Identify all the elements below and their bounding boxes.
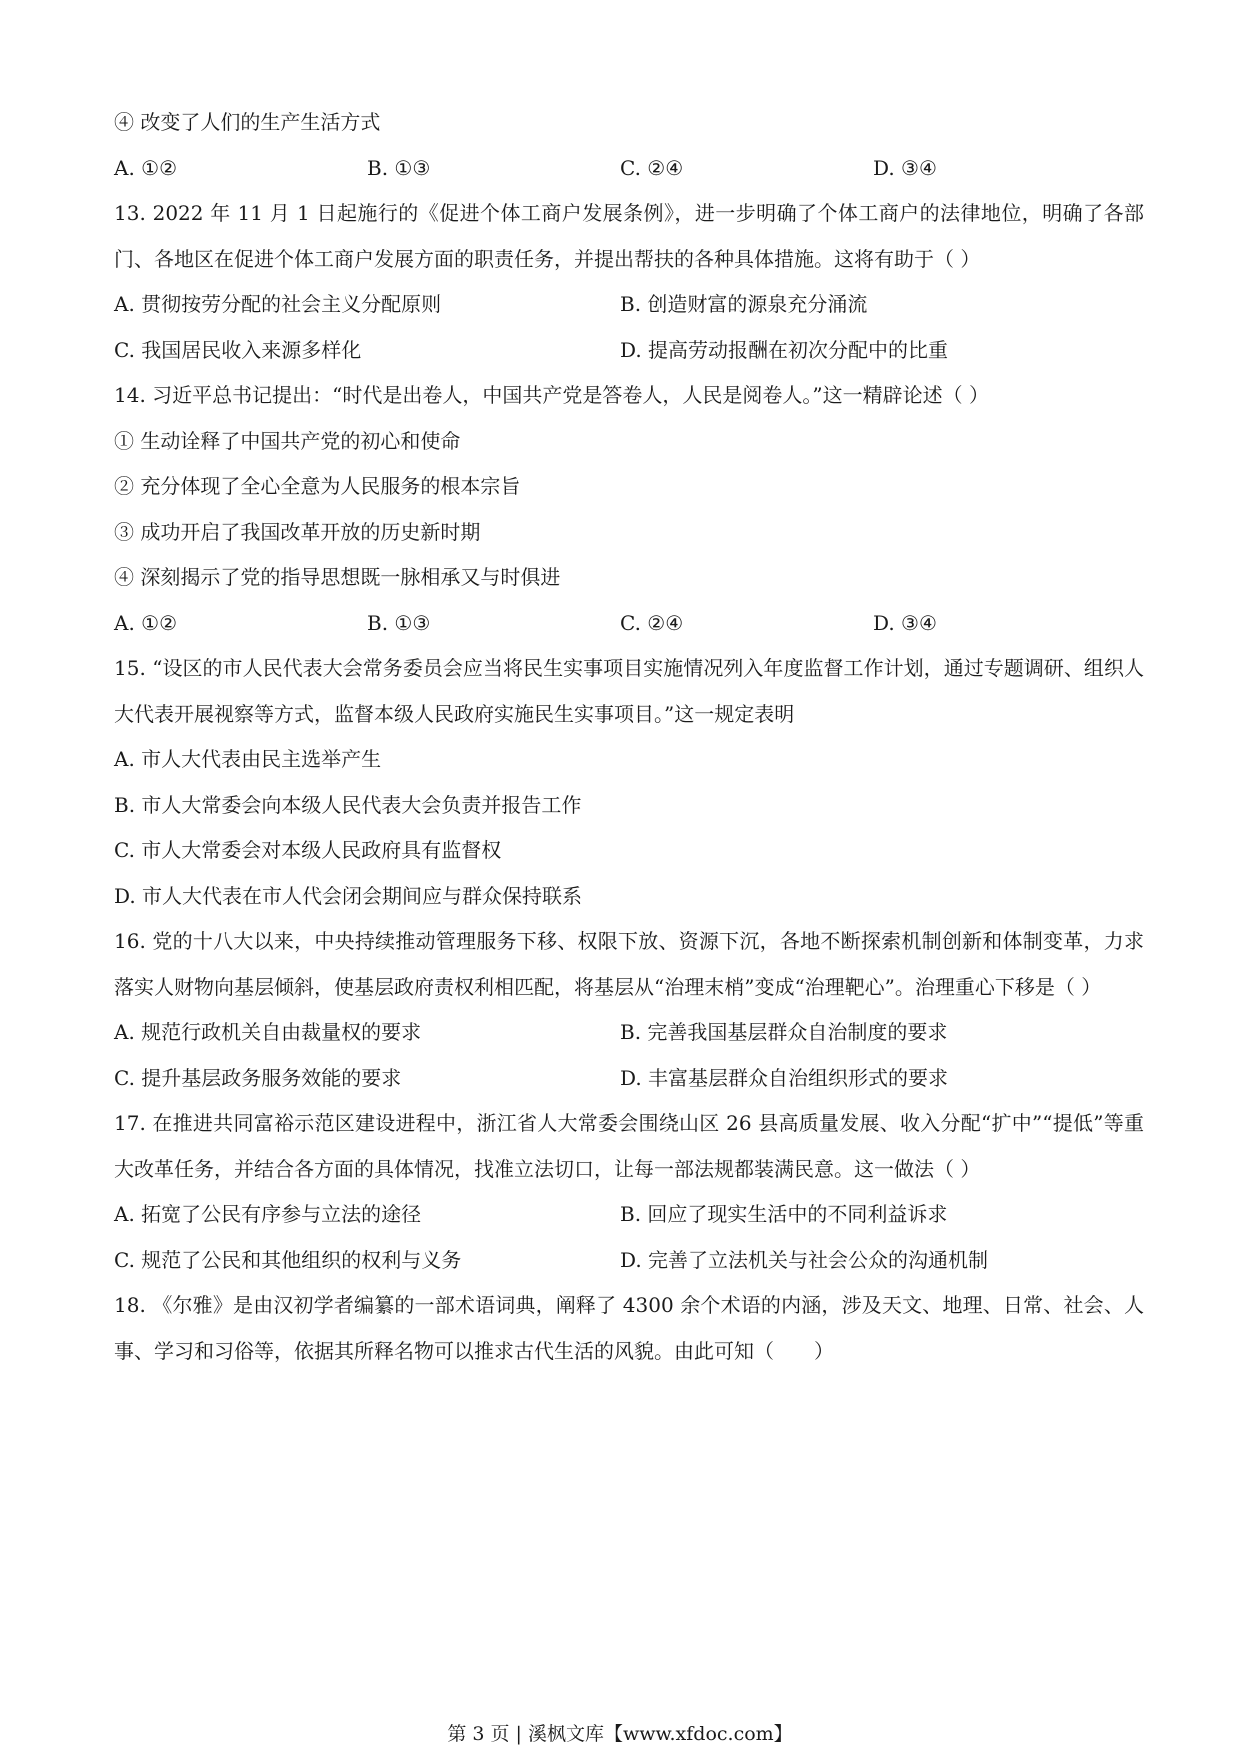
- q16-option-d: D. 丰富基层群众自治组织形式的要求: [620, 1065, 949, 1090]
- q17-option-b: B. 回应了现实生活中的不同利益诉求: [620, 1202, 948, 1226]
- q15-option-d: D. 市人大代表在市人代会闭会期间应与群众保持联系: [114, 883, 583, 908]
- q13-option-c: C. 我国居民收入来源多样化: [114, 337, 362, 362]
- q17-stem: 17. 在推进共同富裕示范区建设进程中，浙江省人大常委会围绕山区 26 县高质量发展、收入分配“扩中”“提低”等重大改革任务，并结合各方面的具体情况，找准立法切口，让每一部法规都装满民意。这一做法（ ）: [114, 1111, 1144, 1181]
- q16-option-c: C. 提升基层政务服务效能的要求: [114, 1065, 402, 1090]
- q14-item-1: ① 生动诠释了中国共产党的初心和使命: [114, 428, 461, 453]
- q12-options: [114, 146, 1144, 192]
- q16-options-row-1: [114, 1010, 1144, 1056]
- page-content: [114, 100, 1144, 1374]
- q15-stem: 15. “设区的市人民代表大会常务委员会应当将民生实事项目实施情况列入年度监督工作计划，通过专题调研、组织人大代表开展视察等方式，监督本级人民政府实施民生实事项目。”这一规定表明: [114, 656, 1144, 726]
- q12-option-b: B. ①③: [367, 155, 431, 180]
- q17-option-a: A. 拓宽了公民有序参与立法的途径: [114, 1202, 422, 1226]
- q16-stem: 16. 党的十八大以来，中央持续推动管理服务下移、权限下放、资源下沉，各地不断探索机制创新和体制变革，力求落实人财物向基层倾斜，使基层政府责权利相匹配，将基层从“治理末梢”变成“治理靶心”。治理重心下移是（ ）: [114, 929, 1144, 999]
- q14-option-c: C. ②④: [620, 610, 684, 635]
- q18-stem: 18. 《尔雅》是由汉初学者编纂的一部术语词典，阐释了 4300 余个术语的内涵，涉及天文、地理、日常、社会、人事、学习和习俗等，依据其所释名物可以推求古代生活的风貌。由此可知（ ）: [114, 1293, 1144, 1363]
- q14-option-b: B. ①③: [367, 610, 431, 635]
- q14-option-a: A. ①②: [114, 610, 178, 635]
- q13-option-b: B. 创造财富的源泉充分涌流: [620, 292, 868, 316]
- q12-item-4: ④ 改变了人们的生产生活方式: [114, 110, 381, 134]
- q14-stem: 14. 习近平总书记提出：“时代是出卷人，中国共产党是答卷人，人民是阅卷人。”这一精辟论述（ ）: [114, 383, 989, 407]
- q12-option-a: A. ①②: [114, 155, 178, 180]
- q13-stem: 13. 2022 年 11 月 1 日起施行的《促进个体工商户发展条例》，进一步明确了个体工商户的法律地位，明确了各部门、各地区在促进个体工商户发展方面的职责任务，并提出帮扶的各种具体措施。这将有助于（ ）: [114, 201, 1144, 271]
- q14-item-4: ④ 深刻揭示了党的指导思想既一脉相承又与时俱进: [114, 565, 561, 589]
- page-footer: 第 3 页 | 溪枫文库【www.xfdoc.com】: [447, 1723, 793, 1745]
- q13-option-d: D. 提高劳动报酬在初次分配中的比重: [620, 337, 949, 362]
- q16-option-a: A. 规范行政机关自由裁量权的要求: [114, 1020, 422, 1044]
- q17-options-row-2: [114, 1238, 1144, 1284]
- q15-option-c: C. 市人大常委会对本级人民政府具有监督权: [114, 838, 502, 862]
- q14-item-2: ② 充分体现了全心全意为人民服务的根本宗旨: [114, 474, 521, 498]
- q16-options-row-2: [114, 1056, 1144, 1102]
- q14-option-d: D. ③④: [873, 610, 937, 635]
- q17-options-row-1: [114, 1192, 1144, 1238]
- q17-option-d: D. 完善了立法机关与社会公众的沟通机制: [620, 1247, 989, 1272]
- q17-option-c: C. 规范了公民和其他组织的权利与义务: [114, 1247, 462, 1272]
- q13-options-row-2: [114, 328, 1144, 374]
- q14-item-3: ③ 成功开启了我国改革开放的历史新时期: [114, 519, 481, 544]
- q16-option-b: B. 完善我国基层群众自治制度的要求: [620, 1020, 948, 1044]
- q15-option-b: B. 市人大常委会向本级人民代表大会负责并报告工作: [114, 792, 582, 817]
- q12-option-c: C. ②④: [620, 155, 684, 180]
- q15-option-a: A. 市人大代表由民主选举产生: [114, 747, 382, 771]
- q13-options-row-1: [114, 282, 1144, 328]
- q14-options: [114, 601, 1144, 647]
- q12-option-d: D. ③④: [873, 155, 937, 180]
- q13-option-a: A. 贯彻按劳分配的社会主义分配原则: [114, 292, 442, 316]
